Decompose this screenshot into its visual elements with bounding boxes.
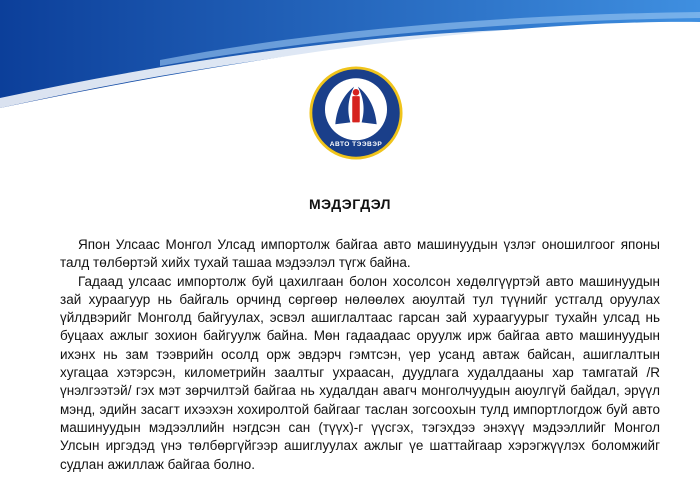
- paragraph-2: Гадаад улсаас импортолж буй цахилгаан болон хосолсон хөдөлгүүртэй авто машинуудын зай хураагуур нь байгаль орчинд сөргөөр нөлөөлөх аюултай тул түүнийг устгалд оруулах үйлдвэрийг Монголд байгуулах, эсвэл ашиглалтаас гарсан зай хураагуурыг тухайн улсад нь буцаах ажлыг зохион байгуулж байна. Мөн гадаадаас оруулж ирж байгаа авто машинуудын ихэнх нь зам тээврийн осолд орж эвдэрч гэмтсэн, үер усанд автаж байсан, ашиглалтын хугацаа хэтэрсэн, километрийн заалтыг ухраасан, дуудлага худалдааны хар тамгатай /R үнэлгээтэй/ гэх мэт зөрчилтэй байгаа нь худалдан авагч монголчуудын аюулгүй байдал, эрүүл мэнд, эдийн засагт ихээхэн хохиролтой байгааг таслан зогсоохын тулд импортлогдож буй авто машинуудын мэдээллийн нэгдсэн сан (түүх)-г үүсгэх, тэгэхдээ энэхүү мэдээллийг Монгол Улсын иргэдэд үнэ төлбөргүйгээр ашиглуулах ажлыг үе шаттайгаар хэрэгжүүлэх боломжийг судлан ажиллаж байгаа болно.: [60, 273, 660, 472]
- logo-text: АВТО ТЭЭВЭР: [329, 140, 383, 148]
- paragraph-1: Япон Улсаас Монгол Улсад импортолж байгаа авто машинуудын үзлэг оношилгоог японы талд төлбөртэй хийх тухай ташаа мэдээлэл түгж байна.: [60, 237, 660, 271]
- auto-transport-logo: [309, 66, 403, 160]
- document-title: МЭДЭГДЭЛ: [308, 196, 392, 212]
- document-body: [60, 236, 660, 474]
- logo-soyombo-icon: [352, 96, 360, 122]
